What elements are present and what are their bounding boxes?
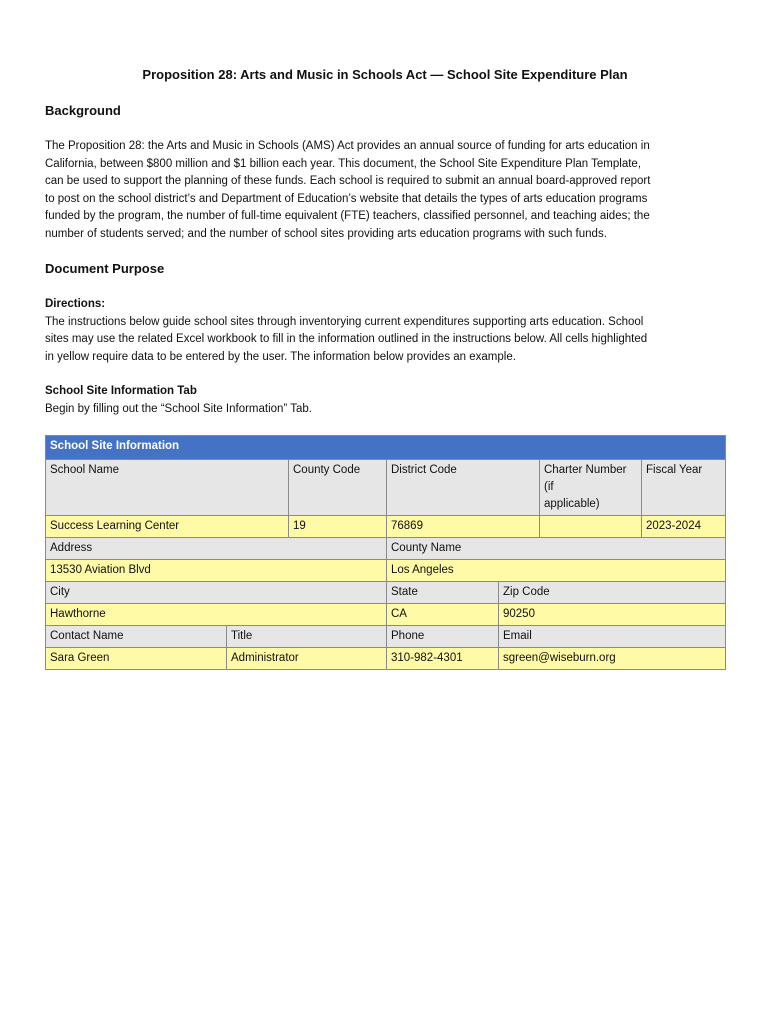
charter-number-label-line1: Charter Number (if [544, 464, 627, 493]
background-line: California, between $800 million and $1 billion each year. This document, the School Site Expenditure Plan Template, [45, 157, 642, 170]
school-site-information-table [45, 435, 726, 670]
directions-line: in yellow require data to be entered by the user. The information below provides an example. [45, 350, 516, 363]
district-code-field[interactable]: 76869 [387, 516, 540, 538]
county-name-field[interactable]: Los Angeles [387, 560, 726, 582]
table-row [46, 582, 726, 604]
charter-number-label-line2: applicable) [544, 498, 600, 510]
city-field[interactable]: Hawthorne [46, 604, 387, 626]
document-purpose-heading: Document Purpose [45, 261, 165, 276]
contact-name-label: Contact Name [46, 626, 227, 648]
table-row [46, 648, 726, 670]
background-line: funded by the program, the number of full-time equivalent (FTE) teachers, classified personnel, and teaching aides; the [45, 210, 650, 222]
table-row [46, 516, 726, 538]
zip-code-label: Zip Code [499, 582, 726, 604]
directions-line: sites may use the related Excel workbook to fill in the information outlined in the instructions below. All cells highlighted [45, 333, 648, 345]
fiscal-year-label: Fiscal Year [642, 460, 726, 516]
district-code-label: District Code [387, 460, 540, 516]
directions-line: The instructions below guide school sites through inventorying current expenditures supporting arts education. School [45, 315, 644, 328]
phone-field[interactable]: 310-982-4301 [387, 648, 499, 670]
site-tab-label: School Site Information Tab [45, 385, 197, 397]
state-label: State [387, 582, 499, 604]
contact-name-field[interactable]: Sara Green [46, 648, 227, 670]
background-paragraph [45, 138, 725, 243]
charter-number-label [540, 460, 642, 516]
background-line: number of students served; and the number of school sites providing arts education programs with such funds. [45, 227, 607, 240]
zip-code-field[interactable]: 90250 [499, 604, 726, 626]
county-code-field[interactable]: 19 [289, 516, 387, 538]
table-row [46, 604, 726, 626]
background-line: can be used to support the planning of these funds. Each school is required to submit an annual board-approved report [45, 175, 651, 187]
background-line: The Proposition 28: the Arts and Music in Schools (AMS) Act provides an annual source of funding for arts education in [45, 140, 650, 152]
email-field[interactable]: sgreen@wiseburn.org [499, 648, 726, 670]
background-line: to post on the school district’s and Department of Education’s website that details the types of arts education programs [45, 192, 648, 205]
table-row [46, 460, 726, 516]
county-name-label: County Name [387, 538, 726, 560]
state-field[interactable]: CA [387, 604, 499, 626]
title-field[interactable]: Administrator [227, 648, 387, 670]
document-title: Proposition 28: Arts and Music in Schools Act — School Site Expenditure Plan [142, 67, 628, 82]
site-tab-instruction: Begin by filling out the “School Site Information” Tab. [45, 402, 312, 415]
directions-label: Directions: [45, 298, 106, 310]
school-name-field[interactable]: Success Learning Center [46, 516, 289, 538]
title-label: Title [227, 626, 387, 648]
directions-paragraph [45, 296, 725, 366]
address-field[interactable]: 13530 Aviation Blvd [46, 560, 387, 582]
charter-number-field[interactable] [540, 516, 642, 538]
table-header: School Site Information [46, 436, 726, 460]
address-label: Address [46, 538, 387, 560]
school-name-label: School Name [46, 460, 289, 516]
phone-label: Phone [387, 626, 499, 648]
table-header-row [46, 436, 726, 460]
email-label: Email [499, 626, 726, 648]
county-code-label: County Code [289, 460, 387, 516]
site-tab-paragraph [45, 383, 725, 418]
background-heading: Background [45, 103, 121, 118]
table-row [46, 538, 726, 560]
city-label: City [46, 582, 387, 604]
table-row [46, 626, 726, 648]
fiscal-year-field[interactable]: 2023-2024 [642, 516, 726, 538]
table-row [46, 560, 726, 582]
